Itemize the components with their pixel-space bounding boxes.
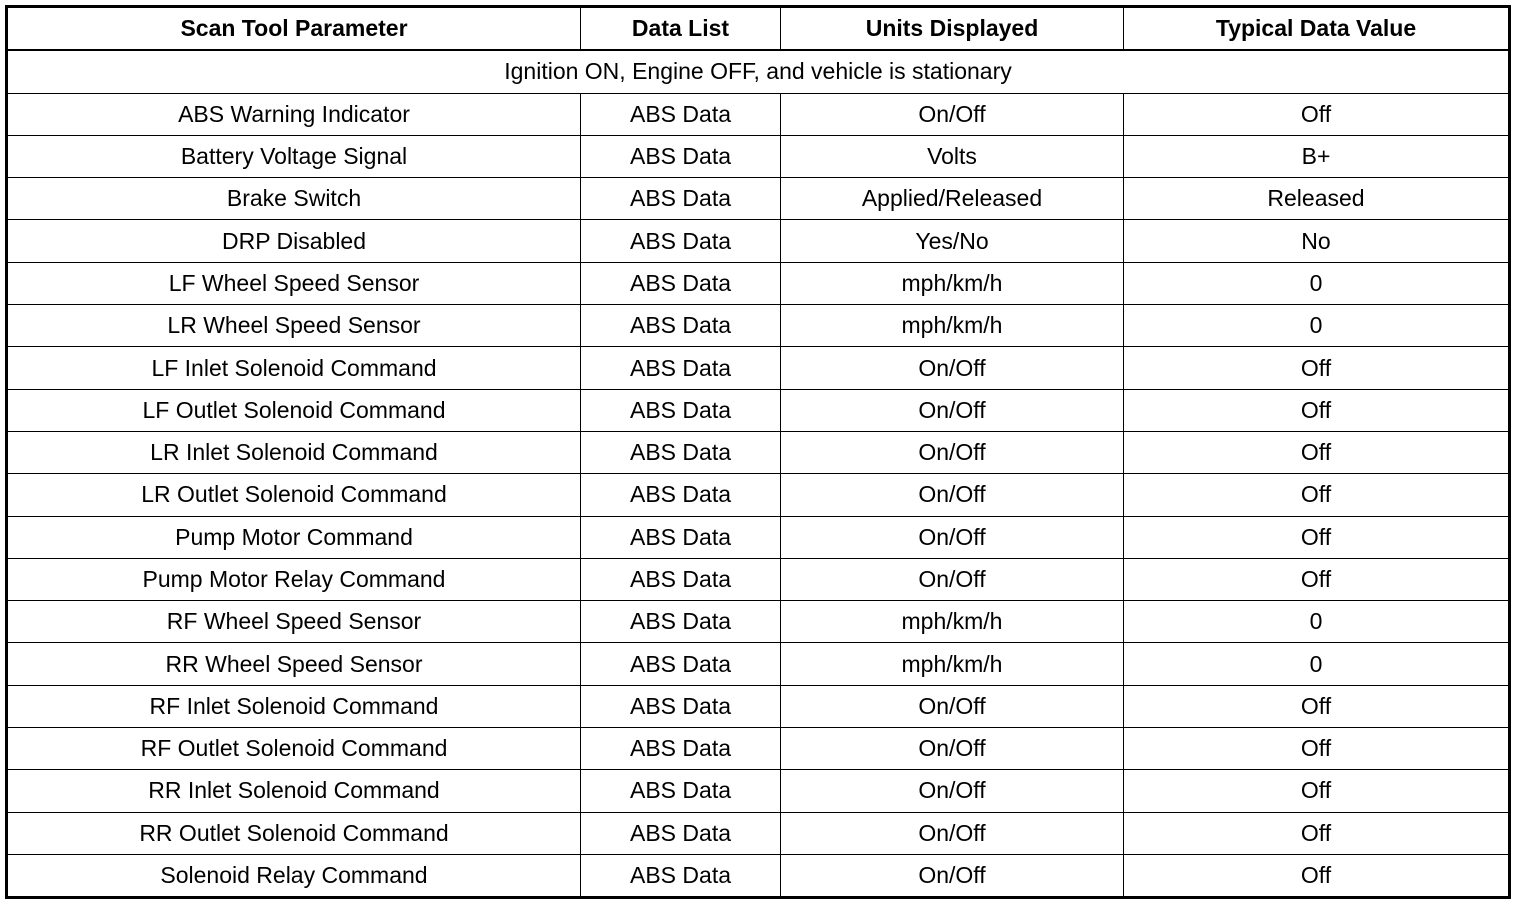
header-row [7, 7, 1510, 51]
cell-typical-data-value: Off [1124, 389, 1510, 431]
table-row [7, 643, 1510, 685]
cell-typical-data-value: Off [1124, 812, 1510, 854]
cell-scan-tool-parameter: RF Wheel Speed Sensor [7, 601, 581, 643]
cell-units-displayed: On/Off [781, 389, 1124, 431]
table-row [7, 516, 1510, 558]
cell-data-list: ABS Data [581, 558, 781, 600]
condition-cell: Ignition ON, Engine OFF, and vehicle is stationary [7, 50, 1510, 93]
cell-scan-tool-parameter: LF Inlet Solenoid Command [7, 347, 581, 389]
table-row [7, 389, 1510, 431]
cell-data-list: ABS Data [581, 854, 781, 897]
table-row [7, 728, 1510, 770]
cell-data-list: ABS Data [581, 601, 781, 643]
cell-data-list: ABS Data [581, 643, 781, 685]
cell-units-displayed: On/Off [781, 347, 1124, 389]
cell-units-displayed: On/Off [781, 770, 1124, 812]
cell-units-displayed: On/Off [781, 516, 1124, 558]
cell-units-displayed: On/Off [781, 685, 1124, 727]
cell-typical-data-value: 0 [1124, 643, 1510, 685]
cell-scan-tool-parameter: LF Outlet Solenoid Command [7, 389, 581, 431]
cell-typical-data-value: B+ [1124, 135, 1510, 177]
table-row [7, 558, 1510, 600]
cell-data-list: ABS Data [581, 262, 781, 304]
cell-units-displayed: mph/km/h [781, 305, 1124, 347]
table-row [7, 685, 1510, 727]
table-header [7, 7, 1510, 51]
cell-scan-tool-parameter: ABS Warning Indicator [7, 93, 581, 135]
header-scan-tool-parameter: Scan Tool Parameter [7, 7, 581, 51]
cell-typical-data-value: Off [1124, 474, 1510, 516]
cell-scan-tool-parameter: Solenoid Relay Command [7, 854, 581, 897]
header-units-displayed: Units Displayed [781, 7, 1124, 51]
table-row [7, 347, 1510, 389]
cell-data-list: ABS Data [581, 812, 781, 854]
cell-scan-tool-parameter: RF Outlet Solenoid Command [7, 728, 581, 770]
cell-units-displayed: On/Off [781, 431, 1124, 473]
header-typical-data-value: Typical Data Value [1124, 7, 1510, 51]
table-row [7, 770, 1510, 812]
condition-row [7, 50, 1510, 93]
cell-typical-data-value: Off [1124, 93, 1510, 135]
table-row [7, 601, 1510, 643]
table-row [7, 220, 1510, 262]
table-row [7, 305, 1510, 347]
cell-typical-data-value: Off [1124, 558, 1510, 600]
cell-typical-data-value: 0 [1124, 601, 1510, 643]
cell-units-displayed: Applied/Released [781, 178, 1124, 220]
table-row [7, 178, 1510, 220]
cell-scan-tool-parameter: Pump Motor Command [7, 516, 581, 558]
cell-scan-tool-parameter: LR Inlet Solenoid Command [7, 431, 581, 473]
cell-data-list: ABS Data [581, 347, 781, 389]
cell-typical-data-value: No [1124, 220, 1510, 262]
table-row [7, 93, 1510, 135]
cell-scan-tool-parameter: LF Wheel Speed Sensor [7, 262, 581, 304]
cell-typical-data-value: Off [1124, 516, 1510, 558]
cell-units-displayed: On/Off [781, 558, 1124, 600]
cell-typical-data-value: Off [1124, 431, 1510, 473]
header-data-list: Data List [581, 7, 781, 51]
cell-typical-data-value: Off [1124, 728, 1510, 770]
cell-typical-data-value: Off [1124, 685, 1510, 727]
cell-scan-tool-parameter: RF Inlet Solenoid Command [7, 685, 581, 727]
cell-data-list: ABS Data [581, 431, 781, 473]
cell-data-list: ABS Data [581, 474, 781, 516]
cell-scan-tool-parameter: RR Wheel Speed Sensor [7, 643, 581, 685]
cell-units-displayed: Volts [781, 135, 1124, 177]
cell-data-list: ABS Data [581, 685, 781, 727]
cell-data-list: ABS Data [581, 178, 781, 220]
cell-typical-data-value: Off [1124, 347, 1510, 389]
cell-units-displayed: On/Off [781, 93, 1124, 135]
cell-units-displayed: On/Off [781, 812, 1124, 854]
cell-typical-data-value: Released [1124, 178, 1510, 220]
cell-data-list: ABS Data [581, 135, 781, 177]
cell-units-displayed: mph/km/h [781, 643, 1124, 685]
cell-scan-tool-parameter: LR Wheel Speed Sensor [7, 305, 581, 347]
cell-typical-data-value: Off [1124, 770, 1510, 812]
cell-units-displayed: On/Off [781, 474, 1124, 516]
table-row [7, 474, 1510, 516]
cell-data-list: ABS Data [581, 389, 781, 431]
table-row [7, 262, 1510, 304]
cell-units-displayed: On/Off [781, 728, 1124, 770]
cell-data-list: ABS Data [581, 305, 781, 347]
table-row [7, 431, 1510, 473]
table-row [7, 135, 1510, 177]
table-body [7, 50, 1510, 897]
cell-typical-data-value: 0 [1124, 262, 1510, 304]
cell-data-list: ABS Data [581, 93, 781, 135]
table-row [7, 812, 1510, 854]
cell-typical-data-value: 0 [1124, 305, 1510, 347]
cell-units-displayed: mph/km/h [781, 262, 1124, 304]
scan-tool-data-table [5, 5, 1511, 899]
cell-scan-tool-parameter: RR Outlet Solenoid Command [7, 812, 581, 854]
cell-data-list: ABS Data [581, 770, 781, 812]
cell-scan-tool-parameter: Pump Motor Relay Command [7, 558, 581, 600]
cell-typical-data-value: Off [1124, 854, 1510, 897]
cell-data-list: ABS Data [581, 516, 781, 558]
cell-scan-tool-parameter: DRP Disabled [7, 220, 581, 262]
cell-units-displayed: Yes/No [781, 220, 1124, 262]
cell-data-list: ABS Data [581, 728, 781, 770]
cell-scan-tool-parameter: RR Inlet Solenoid Command [7, 770, 581, 812]
table-row [7, 854, 1510, 897]
cell-scan-tool-parameter: Battery Voltage Signal [7, 135, 581, 177]
cell-units-displayed: On/Off [781, 854, 1124, 897]
cell-scan-tool-parameter: Brake Switch [7, 178, 581, 220]
cell-units-displayed: mph/km/h [781, 601, 1124, 643]
cell-scan-tool-parameter: LR Outlet Solenoid Command [7, 474, 581, 516]
cell-data-list: ABS Data [581, 220, 781, 262]
